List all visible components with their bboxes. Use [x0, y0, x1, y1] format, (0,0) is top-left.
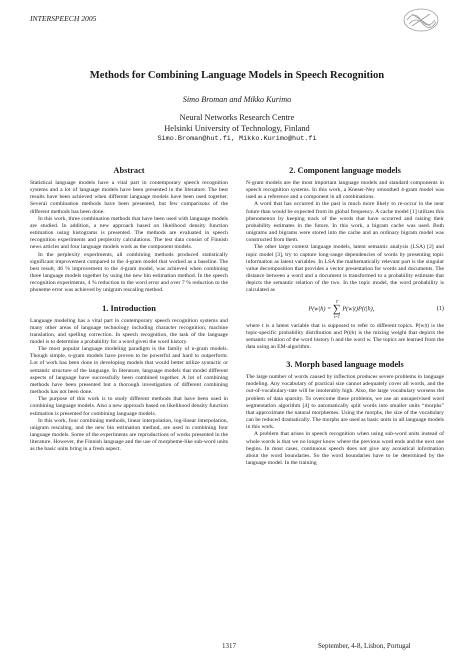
- equation-1: [246, 299, 444, 319]
- affiliation-line-2: Helsinki University of Technology, Finland: [164, 123, 310, 133]
- intro-paragraph: In this work, four combining methods, linear interpolation, log-linear interpolation, unigram rescaling, and the new bin estimation method, are used in combining four language models. Some of the experiments are reproductions of works presented in the literature. However, the Finnish language and the use of morpheme-like sub-word units as the basic units bring in a fresh aspect.: [30, 417, 228, 453]
- morph-paragraph: A problem that arises in speech recognition when using sub-word units instead of whole words is that we no longer know where the previous word ends and the next one begins. In most cases, continuous speech does not give any acoustical information about the word boundaries. So the word boundaries have to be determined by the language model. In the training: [246, 431, 444, 466]
- introduction-heading: 1. Introduction: [102, 303, 156, 313]
- component-models-heading: 2. Component language models: [289, 166, 401, 175]
- abstract-paragraph: In this work, three combination methods that have been used with language models are studied. In addition, a new approach based on likelihood density function estimation using histograms is presented. The methods are evaluated in speech recognition experiments and perplexity calculations. The test data consist of Finnish news articles and four language models work as the component models.: [30, 215, 228, 251]
- component-paragraph: The other large context language models, latent semantic analysis (LSA) [2] and topic model [3], try to capture long-range dependencies of words by presenting topic information as latent variables. In LSA the mathematically relevant part is the singular value decomposition that provides a vector presentation for words and documents. The distance between a word and a document is transformed to a probability estimate that depicts the semantic relation of the two. In the topic model, the word probability is calculated as: [246, 244, 444, 294]
- right-column: [246, 166, 444, 467]
- equation-body: [246, 299, 437, 319]
- abstract-heading: Abstract: [113, 166, 145, 175]
- page-number: 1317: [222, 642, 236, 650]
- morph-paragraph: The large number of words caused by inflection produces severe problems in language modeling. Any vocabulary of practical size cannot adequately cover all words, and the out-of-vocabulary-rate will be intolerably high. Also, the large vocabulary worsens the problem of data sparsity. To overcome these problems, we use an unsupervised word segmentation algorithm [4] to automatically split words into smaller units “morphs” that approximate the natural morphemes. Using the morphs, the size of the vocabulary can be reduced dramatically. The morphs are used as basic units in all language models in this work.: [246, 374, 444, 431]
- intro-paragraph: Language modeling has a vital part in contemporary speech recognition systems and many other areas of language technology including character recognition, machine translation, and spelling correction. In speech recognition, the task of the language model is to determine a probability for a word given the word history.: [30, 317, 228, 345]
- affiliation: [30, 113, 444, 145]
- summation-sign: [333, 299, 341, 319]
- equation-rhs: P(w|t)P(t|h),: [342, 304, 375, 312]
- intro-paragraph: The most popular language modeling paradigm is the family of n-gram models. Though simple, n-gram models have proven to be powerful and hard to outperform. Lot of work has been done in developing models that would better utilize syntactic or semantic structure of the language. In literature, language models that model different aspects of language have successfully been combined together. A lot of combining methods have been presented but a thorough investigation of different combining methods has not been done.: [30, 346, 228, 396]
- intro-paragraph: The purpose of this work is to study different methods that have been used in combining language models. Also a new approach based on likelihood density function estimation is presented for combining language models.: [30, 396, 228, 417]
- summation-symbol: ∑: [332, 302, 341, 315]
- paper-authors: Simo Broman and Mikko Kurimo: [182, 95, 292, 104]
- conference-logo-icon: [400, 6, 442, 34]
- conference-date-location: September, 4-8, Lisbon, Portugal: [318, 642, 411, 650]
- summation-lower: t=1: [333, 313, 340, 319]
- paper-title: Methods for Combining Language Models in Speech Recognition: [89, 70, 385, 81]
- affiliation-line-1: Neural Networks Research Centre: [179, 113, 295, 122]
- left-column: [30, 166, 228, 453]
- conference-header: INTERSPEECH 2005: [30, 14, 97, 23]
- abstract-paragraph: In the perplexity experiments, all combining methods produced statistically significant improvement compared to the 4-gram model that worked as a baseline. The best result, 46 % improvement to the 4-gram model, was achieved when combining three language models together by using the new bin estimation method. In the speech recognition experiments, 4 % reduction to the word error and over 7 % reduction to the phoneme error was achieved by unigram rescaling method.: [30, 251, 228, 294]
- author-emails: Simo.Broman@hut.fi, Mikko.Kurimo@hut.fi: [157, 135, 317, 144]
- component-paragraph: N-gram models are the most important language models and standard components in speech recognition systems. In this work, a Kneser-Ney smoothed 4-gram model was used as a reference and a component in all combinations.: [246, 180, 444, 201]
- morph-models-heading: 3. Morph based language models: [286, 360, 404, 370]
- component-paragraph: A word that has occurred in the past is much more likely to re-occur in the near future than would be expected from its global frequency. A cache model [1] utilizes this phenomenon by keeping track of the words that have occurred and raising their probability estimates in the future. In this work, a bigram cache was used. Both unigrams and bigrams were stored into the cache and an ordinary bigram model was constructed from them.: [246, 201, 444, 244]
- equation-number: (1): [436, 304, 444, 312]
- abstract-paragraph: Statistical language models have a vital part in contemporary speech recognition systems and a lot of language models have been presented in the literature. The best results have been achieved when different language models have been used together. Several combination methods have been presented, but few comparisons of the different methods has been done.: [30, 180, 228, 215]
- summation-upper: T: [335, 298, 338, 304]
- component-paragraph: where t is a latent variable that is supposed to refer to different topics. P(w|t) is the topic-specific probability distribution and P(t|h) is the mixing weight that depicts the semantic relation of the word history h and the word w. The topics are learned from the data using an EM-algorithm.: [246, 322, 444, 350]
- equation-lhs: P(w|h) =: [308, 304, 333, 312]
